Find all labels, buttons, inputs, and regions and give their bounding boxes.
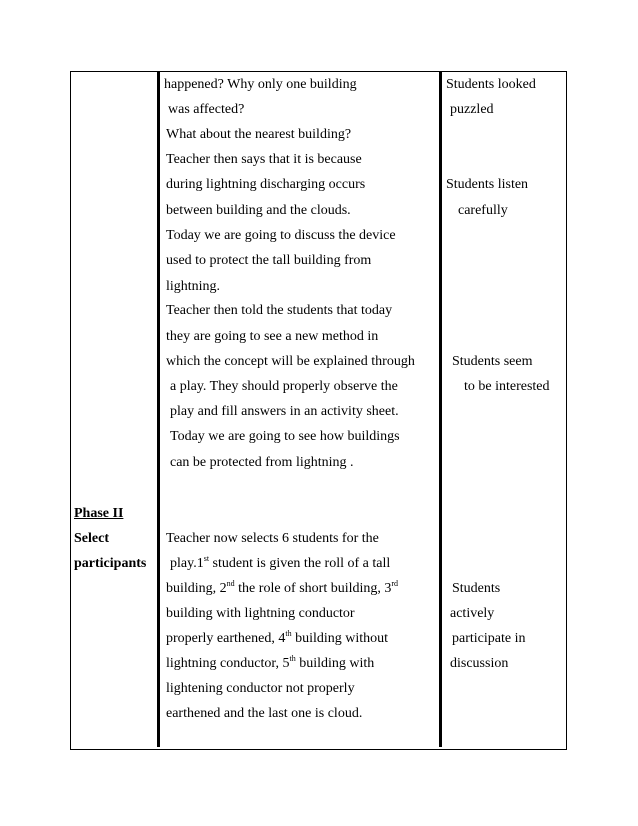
teacher-text-line: which the concept will be explained through [166,354,415,369]
selection-text-line: lightning conductor, 5th building with [166,654,375,671]
student-response-line: Students seem [452,354,533,369]
selection-text-line: Teacher now selects 6 students for the [166,531,379,546]
column-divider-right [439,72,442,747]
teacher-text-line: Today we are going to discuss the device [166,228,396,243]
selection-text-line: building, 2nd the role of short building, 3rd [166,579,399,596]
teacher-text-line: between building and the clouds. [166,203,351,218]
student-response-line: discussion [450,656,509,671]
teacher-text-line: happened? Why only one building [164,77,357,92]
student-response-line: carefully [458,203,508,218]
teacher-text-line: What about the nearest building? [166,127,352,142]
teacher-text-line: play and fill answers in an activity sheet. [170,404,399,419]
student-response-line: actively [450,606,495,621]
selection-text-line: earthened and the last one is cloud. [166,706,363,721]
teacher-text-line: lightning. [166,279,221,294]
teacher-text-line: can be protected from lightning . [170,455,354,470]
teacher-text-line: during lightning discharging occurs [166,177,366,192]
teacher-text-line: they are going to see a new method in [166,329,379,344]
student-response-line: participate in [452,631,526,646]
column-divider-left [157,72,160,747]
selection-text-line: play.1st student is given the roll of a tall [170,554,391,571]
teacher-text-line: a play. They should properly observe the [170,379,398,394]
selection-text-line: properly earthened, 4th building without [166,629,389,646]
selection-text-line: lightening conductor not properly [166,681,355,696]
phase-label-select: Select [74,531,109,546]
teacher-text-line: was affected? [168,102,245,117]
teacher-text-line: Teacher then told the students that today [166,303,393,318]
teacher-text-line: Today we are going to see how buildings [170,429,400,444]
teacher-text-line: used to protect the tall building from [166,253,372,268]
phase-title: Phase II [74,506,124,521]
phase-label-participants: participants [74,556,147,571]
student-response-line: puzzled [450,102,494,117]
student-response-line: Students [452,581,501,596]
teacher-text-line: Teacher then says that it is because [166,152,362,167]
student-response-line: Students listen [446,177,529,192]
student-response-line: to be interested [464,379,550,394]
student-response-line: Students looked [446,77,536,92]
selection-text-line: building with lightning conductor [166,606,355,621]
